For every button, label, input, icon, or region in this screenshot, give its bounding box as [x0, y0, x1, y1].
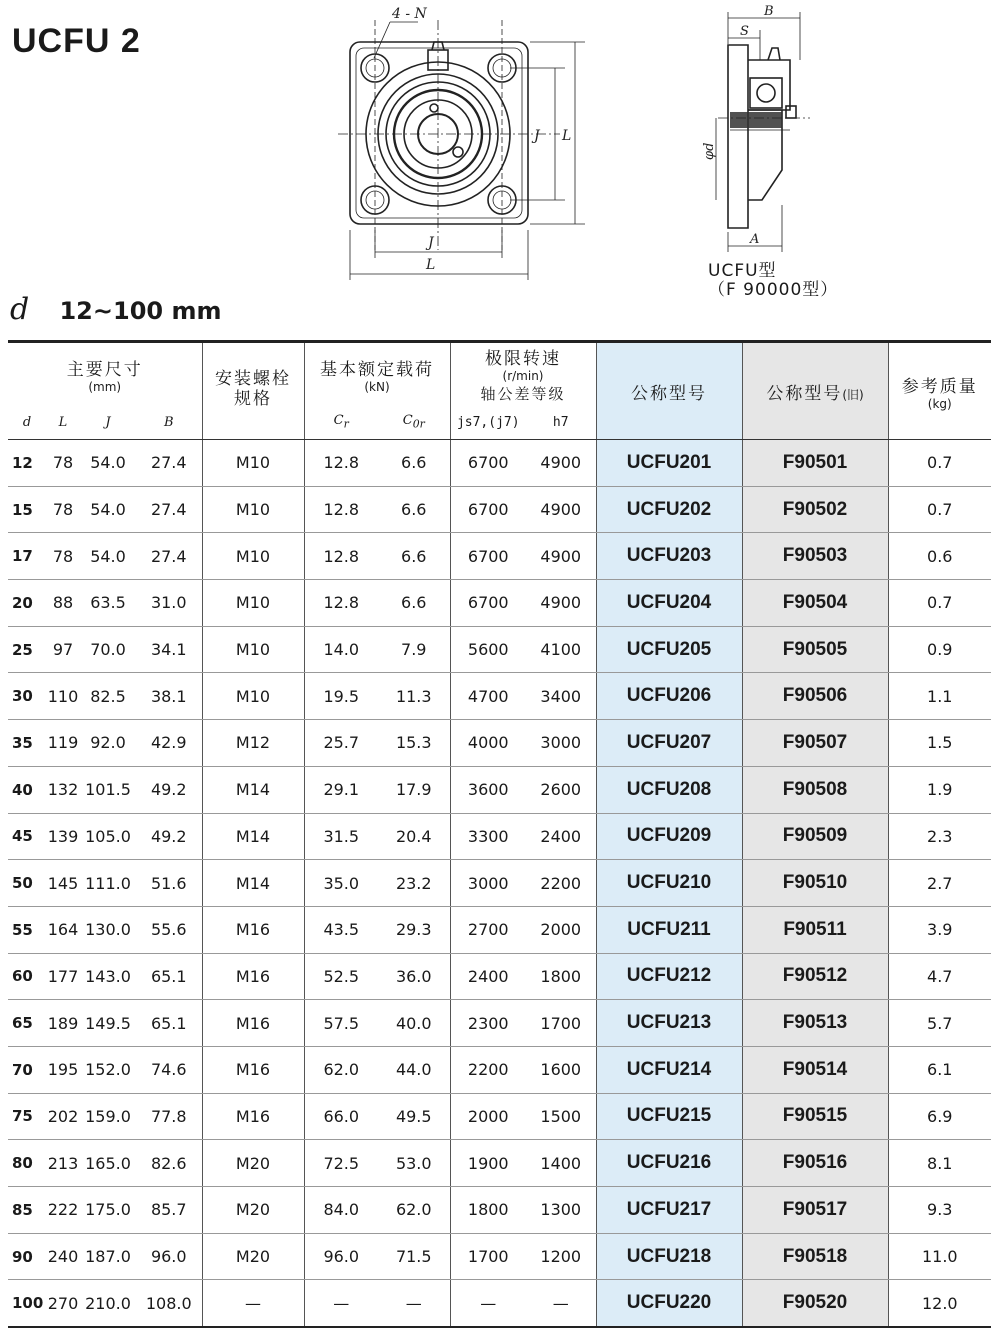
- cell-cr: 25.7: [304, 720, 378, 767]
- cell-mass: 0.7: [888, 580, 991, 627]
- cell-j: 130.0: [80, 906, 136, 953]
- cell-l: 145: [46, 860, 80, 907]
- cell-b: 27.4: [136, 486, 202, 533]
- cell-b: 27.4: [136, 533, 202, 580]
- cell-cr: 52.5: [304, 953, 378, 1000]
- cell-s2: 1800: [526, 953, 596, 1000]
- cell-s1: 3600: [450, 766, 526, 813]
- cell-bolt: M10: [202, 440, 304, 487]
- cell-s2: 2400: [526, 813, 596, 860]
- cell-j: 54.0: [80, 486, 136, 533]
- bore-range: [10, 292, 221, 327]
- cell-cr: 14.0: [304, 626, 378, 673]
- table-row: [8, 673, 991, 720]
- cell-b: 49.2: [136, 766, 202, 813]
- cell-model: UCFU218: [596, 1233, 742, 1280]
- cell-b: 82.6: [136, 1140, 202, 1187]
- cell-s1: 2000: [450, 1093, 526, 1140]
- col-cor: $C_{0r}$: [378, 405, 450, 440]
- cell-l: 110: [46, 673, 80, 720]
- cell-j: 101.5: [80, 766, 136, 813]
- cell-bolt: M14: [202, 813, 304, 860]
- cell-l: 202: [46, 1093, 80, 1140]
- cell-s1: 6700: [450, 440, 526, 487]
- cell-l: 78: [46, 533, 80, 580]
- mass-header: [888, 342, 991, 440]
- cell-d: 12: [8, 440, 46, 487]
- cell-bolt: M16: [202, 906, 304, 953]
- cell-cor: 6.6: [378, 486, 450, 533]
- cell-j: 210.0: [80, 1280, 136, 1327]
- cell-old: F90508: [742, 766, 888, 813]
- cell-cor: 36.0: [378, 953, 450, 1000]
- cell-s2: 1300: [526, 1187, 596, 1234]
- cell-cor: 6.6: [378, 533, 450, 580]
- cell-s2: 3400: [526, 673, 596, 720]
- cell-l: 78: [46, 440, 80, 487]
- cell-b: 77.8: [136, 1093, 202, 1140]
- col-j: J: [80, 405, 136, 440]
- table-row: [8, 1093, 991, 1140]
- table-row: [8, 1140, 991, 1187]
- old-model-suffix: (旧): [842, 387, 864, 402]
- cell-b: 65.1: [136, 1000, 202, 1047]
- cell-model: UCFU216: [596, 1140, 742, 1187]
- cell-j: 63.5: [80, 580, 136, 627]
- cell-old: F90516: [742, 1140, 888, 1187]
- cell-d: 100: [8, 1280, 46, 1327]
- cell-j: 165.0: [80, 1140, 136, 1187]
- cell-l: 164: [46, 906, 80, 953]
- cell-b: 74.6: [136, 1046, 202, 1093]
- cell-j: 82.5: [80, 673, 136, 720]
- table-row: [8, 1187, 991, 1234]
- cell-cor: 44.0: [378, 1046, 450, 1093]
- variant-line-1: UCFU型: [708, 261, 777, 281]
- cell-cr: 12.8: [304, 533, 378, 580]
- cell-b: 55.6: [136, 906, 202, 953]
- cell-bolt: M16: [202, 1046, 304, 1093]
- label-b: B: [764, 4, 774, 19]
- dims-title: 主要尺寸: [66, 359, 143, 380]
- cell-l: 97: [46, 626, 80, 673]
- cell-s1: 2300: [450, 1000, 526, 1047]
- bore-symbol: d: [10, 292, 30, 327]
- cell-s1: 2200: [450, 1046, 526, 1093]
- cell-mass: 2.7: [888, 860, 991, 907]
- cell-mass: 0.9: [888, 626, 991, 673]
- cell-l: 222: [46, 1187, 80, 1234]
- cell-s1: 5600: [450, 626, 526, 673]
- cell-mass: 1.1: [888, 673, 991, 720]
- label-j-horizontal: J: [428, 235, 434, 251]
- cell-d: 85: [8, 1187, 46, 1234]
- cell-cor: —: [378, 1280, 450, 1327]
- table-row: [8, 486, 991, 533]
- label-j-vertical: J: [534, 128, 540, 144]
- cell-old: F90505: [742, 626, 888, 673]
- cell-s2: 1700: [526, 1000, 596, 1047]
- cell-l: 270: [46, 1280, 80, 1327]
- cell-d: 75: [8, 1093, 46, 1140]
- mass-unit: (kg): [927, 396, 952, 411]
- cell-cr: 62.0: [304, 1046, 378, 1093]
- cell-b: 108.0: [136, 1280, 202, 1327]
- cell-j: 111.0: [80, 860, 136, 907]
- cell-d: 15: [8, 486, 46, 533]
- cell-d: 17: [8, 533, 46, 580]
- cell-j: 159.0: [80, 1093, 136, 1140]
- cell-model: UCFU205: [596, 626, 742, 673]
- cell-b: 31.0: [136, 580, 202, 627]
- cell-d: 65: [8, 1000, 46, 1047]
- table-row: [8, 813, 991, 860]
- table-row: [8, 906, 991, 953]
- front-view-drawing: [330, 0, 590, 290]
- table-row: [8, 1046, 991, 1093]
- cell-cor: 17.9: [378, 766, 450, 813]
- cell-s1: 4700: [450, 673, 526, 720]
- dims-header: [8, 342, 202, 406]
- cell-cr: —: [304, 1280, 378, 1327]
- variant-line-2: （F 90000型）: [708, 280, 839, 300]
- cell-cor: 23.2: [378, 860, 450, 907]
- load-title: 基本额定载荷: [320, 359, 434, 380]
- cell-s1: 3000: [450, 860, 526, 907]
- cell-s1: 6700: [450, 486, 526, 533]
- cell-cr: 12.8: [304, 440, 378, 487]
- cell-bolt: M16: [202, 1093, 304, 1140]
- cell-cor: 71.5: [378, 1233, 450, 1280]
- cell-model: UCFU206: [596, 673, 742, 720]
- cell-old: F90507: [742, 720, 888, 767]
- speed-header: [450, 342, 596, 406]
- cell-mass: 0.7: [888, 486, 991, 533]
- cell-cor: 6.6: [378, 580, 450, 627]
- cell-mass: 0.7: [888, 440, 991, 487]
- cell-old: F90518: [742, 1233, 888, 1280]
- cell-s2: 1400: [526, 1140, 596, 1187]
- cell-j: 54.0: [80, 533, 136, 580]
- cell-j: 92.0: [80, 720, 136, 767]
- cell-s2: 1200: [526, 1233, 596, 1280]
- table-row: [8, 860, 991, 907]
- cell-j: 149.5: [80, 1000, 136, 1047]
- cell-model: UCFU207: [596, 720, 742, 767]
- model-title: 公称型号: [631, 383, 708, 404]
- cell-b: 49.2: [136, 813, 202, 860]
- cell-cor: 20.4: [378, 813, 450, 860]
- table-row: [8, 953, 991, 1000]
- cell-mass: 5.7: [888, 1000, 991, 1047]
- cell-cr: 12.8: [304, 486, 378, 533]
- cell-cor: 29.3: [378, 906, 450, 953]
- cell-s1: 1900: [450, 1140, 526, 1187]
- table-row: [8, 1233, 991, 1280]
- cell-s2: 4900: [526, 580, 596, 627]
- cell-model: UCFU215: [596, 1093, 742, 1140]
- cell-cor: 15.3: [378, 720, 450, 767]
- cell-l: 240: [46, 1233, 80, 1280]
- cell-model: UCFU210: [596, 860, 742, 907]
- spec-table: [8, 340, 991, 1328]
- cell-bolt: —: [202, 1280, 304, 1327]
- speed-unit: (r/min): [502, 369, 544, 383]
- cell-s1: —: [450, 1280, 526, 1327]
- cell-l: 189: [46, 1000, 80, 1047]
- cell-cr: 72.5: [304, 1140, 378, 1187]
- bolt-line-2: 规格: [234, 389, 272, 409]
- cell-cor: 49.5: [378, 1093, 450, 1140]
- cell-bolt: M14: [202, 860, 304, 907]
- cell-b: 34.1: [136, 626, 202, 673]
- table-row: [8, 580, 991, 627]
- cell-s2: 2000: [526, 906, 596, 953]
- cell-bolt: M14: [202, 766, 304, 813]
- mass-title: 参考质量: [901, 376, 978, 397]
- cell-s2: 1500: [526, 1093, 596, 1140]
- cell-old: F90514: [742, 1046, 888, 1093]
- cell-l: 213: [46, 1140, 80, 1187]
- cell-d: 80: [8, 1140, 46, 1187]
- cell-s2: 2200: [526, 860, 596, 907]
- cell-old: F90510: [742, 860, 888, 907]
- cell-s2: 3000: [526, 720, 596, 767]
- cell-mass: 11.0: [888, 1233, 991, 1280]
- cell-b: 42.9: [136, 720, 202, 767]
- cell-s2: 2600: [526, 766, 596, 813]
- col-js7: js7,(j7): [450, 405, 526, 440]
- cell-model: UCFU220: [596, 1280, 742, 1327]
- cell-model: UCFU203: [596, 533, 742, 580]
- cell-bolt: M16: [202, 953, 304, 1000]
- bolt-line-1: 安装螺栓: [215, 369, 291, 389]
- col-b: B: [136, 405, 202, 440]
- cell-cor: 6.6: [378, 440, 450, 487]
- cell-d: 55: [8, 906, 46, 953]
- cell-bolt: M12: [202, 720, 304, 767]
- cell-old: F90513: [742, 1000, 888, 1047]
- old-model-title: 公称型号: [766, 383, 843, 404]
- cell-cor: 53.0: [378, 1140, 450, 1187]
- cell-b: 96.0: [136, 1233, 202, 1280]
- cell-s1: 1700: [450, 1233, 526, 1280]
- cell-j: 54.0: [80, 440, 136, 487]
- cell-l: 88: [46, 580, 80, 627]
- cell-mass: 0.6: [888, 533, 991, 580]
- cell-cr: 66.0: [304, 1093, 378, 1140]
- table-row: [8, 440, 991, 487]
- cell-cr: 31.5: [304, 813, 378, 860]
- cell-b: 27.4: [136, 440, 202, 487]
- cell-old: F90501: [742, 440, 888, 487]
- bore-range-value: 12~100 mm: [59, 297, 222, 325]
- cell-j: 70.0: [80, 626, 136, 673]
- cell-d: 50: [8, 860, 46, 907]
- cell-d: 30: [8, 673, 46, 720]
- cell-bolt: M10: [202, 533, 304, 580]
- label-4n: 4 - N: [392, 6, 427, 22]
- cell-cor: 40.0: [378, 1000, 450, 1047]
- cell-bolt: M20: [202, 1233, 304, 1280]
- cell-s1: 4000: [450, 720, 526, 767]
- table-row: [8, 766, 991, 813]
- cell-s1: 2700: [450, 906, 526, 953]
- label-l-horizontal: L: [426, 257, 436, 273]
- cell-old: F90511: [742, 906, 888, 953]
- cell-s2: 4100: [526, 626, 596, 673]
- cell-model: UCFU217: [596, 1187, 742, 1234]
- cell-model: UCFU204: [596, 580, 742, 627]
- cell-d: 25: [8, 626, 46, 673]
- cell-model: UCFU202: [596, 486, 742, 533]
- cell-old: F90504: [742, 580, 888, 627]
- cell-j: 187.0: [80, 1233, 136, 1280]
- cell-b: 65.1: [136, 953, 202, 1000]
- cell-d: 90: [8, 1233, 46, 1280]
- cell-bolt: M10: [202, 626, 304, 673]
- cell-s2: 4900: [526, 486, 596, 533]
- cell-d: 60: [8, 953, 46, 1000]
- cell-mass: 9.3: [888, 1187, 991, 1234]
- cell-s2: 4900: [526, 533, 596, 580]
- cell-b: 85.7: [136, 1187, 202, 1234]
- label-s: S: [740, 24, 749, 39]
- cell-mass: 4.7: [888, 953, 991, 1000]
- col-cr: $C_r$: [304, 405, 378, 440]
- label-l-vertical: L: [562, 128, 572, 144]
- cell-d: 40: [8, 766, 46, 813]
- cell-mass: 1.5: [888, 720, 991, 767]
- cell-cr: 96.0: [304, 1233, 378, 1280]
- cell-s1: 6700: [450, 533, 526, 580]
- cell-b: 51.6: [136, 860, 202, 907]
- spec-table-body: [8, 440, 991, 1328]
- cell-l: 195: [46, 1046, 80, 1093]
- cell-mass: 3.9: [888, 906, 991, 953]
- cell-d: 20: [8, 580, 46, 627]
- cell-cor: 11.3: [378, 673, 450, 720]
- cell-mass: 6.9: [888, 1093, 991, 1140]
- cell-bolt: M20: [202, 1187, 304, 1234]
- table-row: [8, 1280, 991, 1327]
- cell-model: UCFU214: [596, 1046, 742, 1093]
- cell-s1: 1800: [450, 1187, 526, 1234]
- cell-old: F90517: [742, 1187, 888, 1234]
- cell-bolt: M10: [202, 673, 304, 720]
- cell-s2: —: [526, 1280, 596, 1327]
- bolt-header: [202, 342, 304, 440]
- cell-old: F90520: [742, 1280, 888, 1327]
- cell-j: 152.0: [80, 1046, 136, 1093]
- cell-old: F90502: [742, 486, 888, 533]
- cell-model: UCFU208: [596, 766, 742, 813]
- table-row: [8, 626, 991, 673]
- cell-cr: 57.5: [304, 1000, 378, 1047]
- label-a: A: [750, 232, 760, 247]
- cell-j: 143.0: [80, 953, 136, 1000]
- speed-title: 极限转速: [485, 349, 561, 369]
- cell-old: F90509: [742, 813, 888, 860]
- table-row: [8, 1000, 991, 1047]
- col-d: d: [8, 405, 46, 440]
- variant-caption: [708, 262, 838, 300]
- table-row: [8, 720, 991, 767]
- cell-cor: 62.0: [378, 1187, 450, 1234]
- cell-model: UCFU213: [596, 1000, 742, 1047]
- old-model-header: [742, 342, 888, 440]
- cell-l: 119: [46, 720, 80, 767]
- table-row: [8, 533, 991, 580]
- model-header: [596, 342, 742, 440]
- cell-j: 175.0: [80, 1187, 136, 1234]
- cell-mass: 12.0: [888, 1280, 991, 1327]
- cell-model: UCFU201: [596, 440, 742, 487]
- load-header: [304, 342, 450, 406]
- dims-unit: (mm): [88, 379, 122, 394]
- cell-s1: 2400: [450, 953, 526, 1000]
- cell-l: 139: [46, 813, 80, 860]
- cell-s1: 3300: [450, 813, 526, 860]
- cell-cor: 7.9: [378, 626, 450, 673]
- load-unit: (kN): [364, 379, 390, 394]
- cell-mass: 8.1: [888, 1140, 991, 1187]
- cell-cr: 35.0: [304, 860, 378, 907]
- cell-s2: 4900: [526, 440, 596, 487]
- cell-bolt: M10: [202, 486, 304, 533]
- cell-cr: 29.1: [304, 766, 378, 813]
- cell-model: UCFU209: [596, 813, 742, 860]
- cell-j: 105.0: [80, 813, 136, 860]
- cell-b: 38.1: [136, 673, 202, 720]
- speed-tolerance: 轴公差等级: [480, 385, 566, 403]
- cell-old: F90503: [742, 533, 888, 580]
- header-row-1: [8, 342, 991, 406]
- cell-s1: 6700: [450, 580, 526, 627]
- col-h7: h7: [526, 405, 596, 440]
- side-view-drawing: [690, 0, 830, 255]
- col-l: L: [46, 405, 80, 440]
- cell-l: 78: [46, 486, 80, 533]
- cell-cr: 84.0: [304, 1187, 378, 1234]
- cell-mass: 1.9: [888, 766, 991, 813]
- cell-model: UCFU212: [596, 953, 742, 1000]
- cell-bolt: M20: [202, 1140, 304, 1187]
- cell-s2: 1600: [526, 1046, 596, 1093]
- cell-old: F90506: [742, 673, 888, 720]
- cell-mass: 2.3: [888, 813, 991, 860]
- cell-d: 45: [8, 813, 46, 860]
- cell-l: 132: [46, 766, 80, 813]
- cell-cr: 19.5: [304, 673, 378, 720]
- cell-mass: 6.1: [888, 1046, 991, 1093]
- cell-d: 70: [8, 1046, 46, 1093]
- cell-l: 177: [46, 953, 80, 1000]
- label-phi-d: φd: [702, 142, 717, 160]
- cell-model: UCFU211: [596, 906, 742, 953]
- cell-d: 35: [8, 720, 46, 767]
- cell-bolt: M10: [202, 580, 304, 627]
- cell-bolt: M16: [202, 1000, 304, 1047]
- page-title: UCFU 2: [12, 22, 141, 60]
- cell-old: F90515: [742, 1093, 888, 1140]
- cell-cr: 43.5: [304, 906, 378, 953]
- cell-old: F90512: [742, 953, 888, 1000]
- cell-cr: 12.8: [304, 580, 378, 627]
